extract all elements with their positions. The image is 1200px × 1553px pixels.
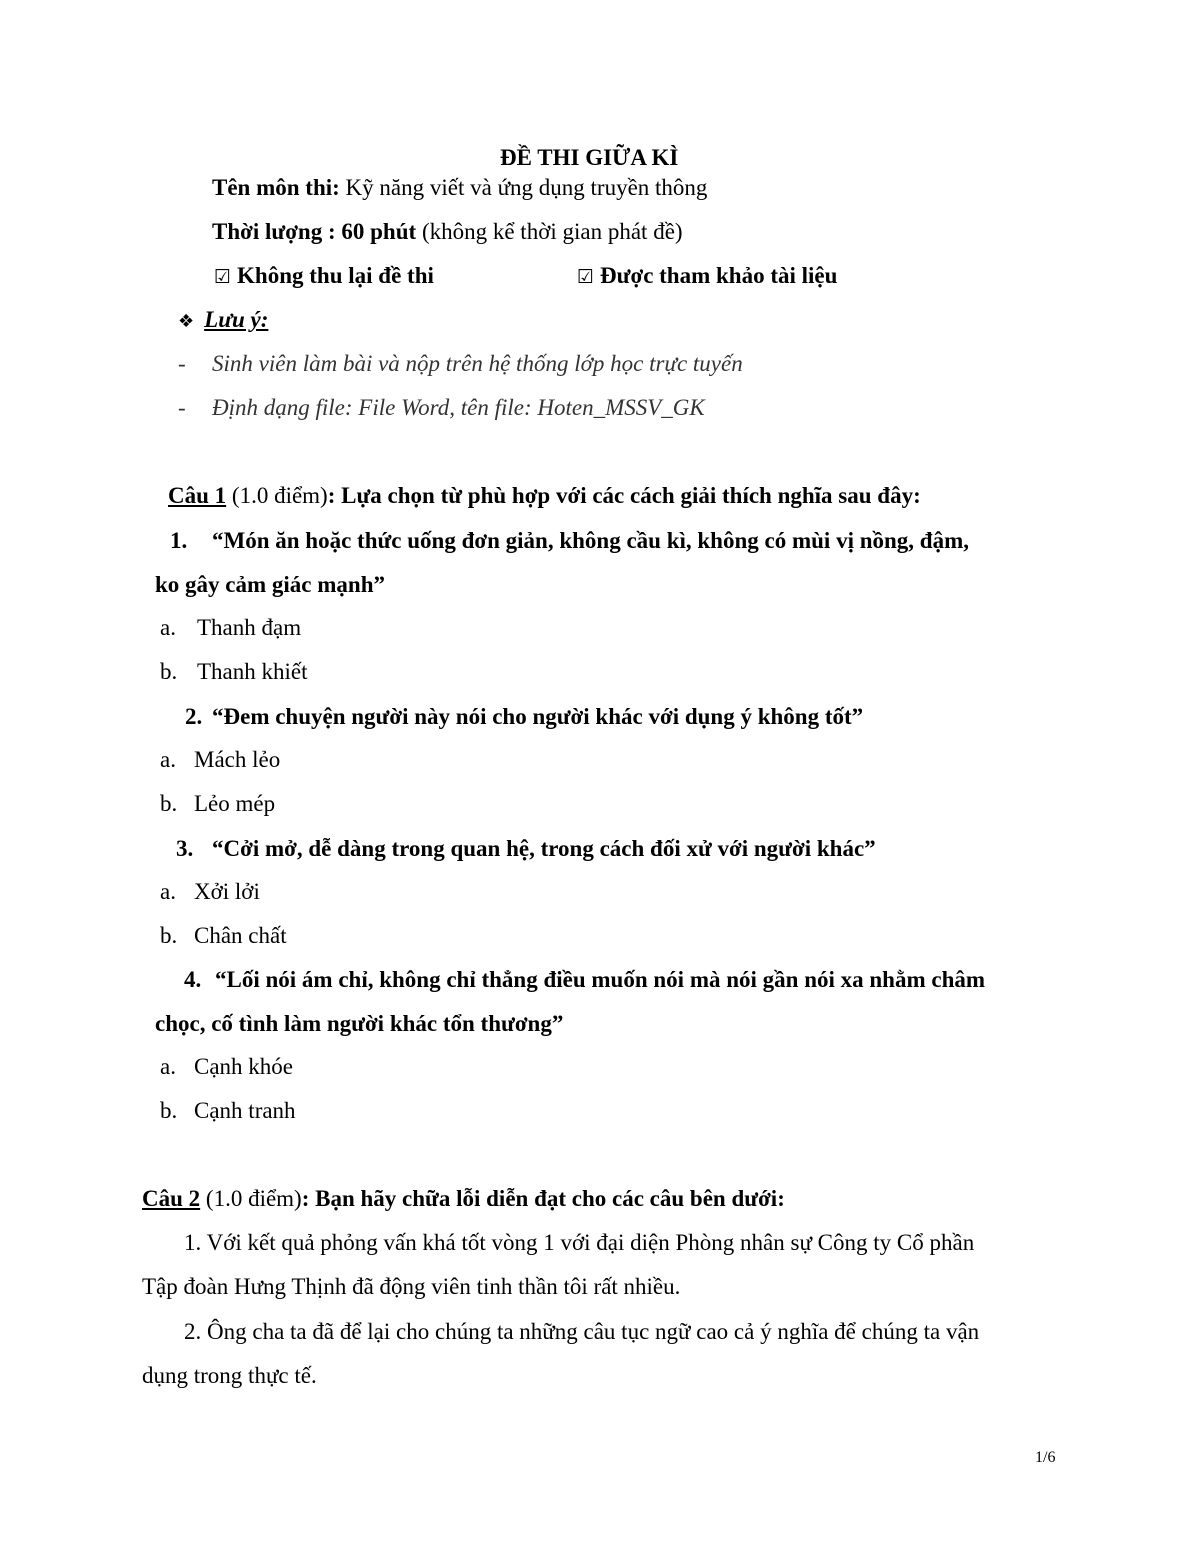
subject-label: Tên môn thi: <box>212 175 340 200</box>
duration-note: (không kể thời gian phát đề) <box>421 219 683 244</box>
check-no-return-label: Không thu lại đề thi <box>237 263 434 288</box>
duration-value: : 60 phút <box>327 219 417 244</box>
q1-item-3: 3. “Cởi mở, dễ dàng trong quan hệ, trong cách đối xử với người khác” <box>176 836 876 861</box>
checkbox-checked-icon: ☑ <box>577 266 595 288</box>
q2-item-1: 1. Với kết quả phỏng vấn khá tốt vòng 1 với đại diện Phòng nhân sự Công ty Cổ phần <box>184 1230 975 1255</box>
q1-item-3-option-a: a. Xởi lởi <box>160 879 260 904</box>
duration-label: Thời lượng <box>212 219 323 244</box>
subject-line <box>212 174 707 202</box>
q2-item-2: 2. Ông cha ta đã để lại cho chúng ta những câu tục ngữ cao cả ý nghĩa để chúng ta vận <box>184 1319 980 1344</box>
q1-item-2-option-a: a. Mách lẻo <box>160 747 281 772</box>
q1-item-1-option-a: a. Thanh đạm <box>160 615 302 640</box>
q2-label: Câu 2 <box>142 1186 201 1211</box>
q1-prompt: : Lựa chọn từ phù hợp với các cách giải thích nghĩa sau đây: <box>327 483 921 508</box>
q1-item-4-cont: chọc, cố tình làm người khác tổn thương” <box>155 1011 564 1036</box>
note-item-2: - Định dạng file: File Word, tên file: Hoten_MSSV_GK <box>178 395 705 420</box>
note-item-1: - Sinh viên làm bài và nộp trên hệ thống lớp học trực tuyến <box>178 351 743 376</box>
q2-item-2-cont: dụng trong thực tế. <box>142 1363 317 1388</box>
duration-line <box>212 218 683 246</box>
check-reference-label: Được tham khảo tài liệu <box>600 263 838 288</box>
checkbox-checked-icon: ☑ <box>214 266 232 288</box>
check-no-return <box>214 262 434 291</box>
diamond-bullet-icon: ❖ <box>178 311 195 332</box>
q1-heading <box>168 482 921 510</box>
q1-item-4-option-b: b. Cạnh tranh <box>160 1098 296 1123</box>
q1-item-1: 1. “Món ăn hoặc thức uống đơn giản, không cầu kì, không có mùi vị nồng, đậm, <box>170 528 969 553</box>
note-heading <box>178 306 268 336</box>
q1-item-2: 2. “Đem chuyện người này nói cho người khác với dụng ý không tốt” <box>185 704 864 729</box>
check-reference-allowed <box>577 262 837 291</box>
q2-points: (1.0 điểm) <box>205 1186 302 1211</box>
q1-item-1-cont: ko gây cảm giác mạnh” <box>155 572 385 597</box>
q1-points: (1.0 điểm) <box>231 483 328 508</box>
q2-item-1-cont: Tập đoàn Hưng Thịnh đã động viên tinh thần tôi rất nhiều. <box>142 1274 681 1299</box>
page-number: 1/6 <box>1035 1449 1056 1466</box>
exam-title: ĐỀ THI GIỮA KÌ <box>500 145 679 170</box>
q1-item-4-option-a: a. Cạnh khóe <box>160 1054 294 1079</box>
q1-item-1-option-b: b. Thanh khiết <box>160 659 308 684</box>
note-label: Lưu ý: <box>204 307 269 332</box>
q2-heading <box>142 1185 785 1213</box>
subject-value: Kỹ năng viết và ứng dụng truyền thông <box>345 175 708 200</box>
q1-item-2-option-b: b. Lẻo mép <box>160 791 276 816</box>
q1-item-3-option-b: b. Chân chất <box>160 923 287 948</box>
q2-prompt: : Bạn hãy chữa lỗi diễn đạt cho các câu bên dưới: <box>301 1186 785 1211</box>
q1-label: Câu 1 <box>168 483 227 508</box>
q1-item-4: 4. “Lối nói ám chỉ, không chỉ thẳng điều muốn nói mà nói gần nói xa nhằm châm <box>184 967 986 992</box>
